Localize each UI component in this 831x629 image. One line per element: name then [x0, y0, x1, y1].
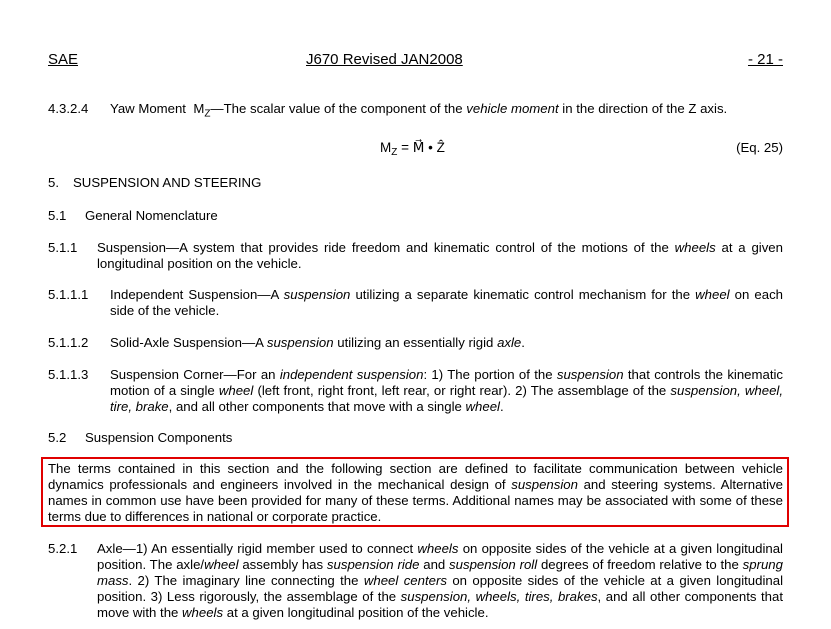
- equation: [380, 140, 445, 158]
- symbol: M: [193, 101, 205, 116]
- definition-italic: sprung mass: [97, 556, 783, 588]
- page-header: [48, 51, 783, 69]
- definition-italic: suspension: [556, 367, 624, 382]
- definition-italic: suspension, wheels, tires, brakes: [400, 588, 598, 604]
- definition-text: : 1) The portion of the: [423, 367, 557, 382]
- definition-italic: wheels: [182, 604, 224, 620]
- definition-text: on opposite sides of the vehicle at a given longitudinal position. The axle/: [97, 541, 783, 572]
- definition-text: . 2) The imaginary line connecting the: [128, 572, 364, 588]
- definition-text: at a given longitudinal position on the vehicle.: [97, 240, 783, 271]
- definition-suspension-corner: [110, 367, 783, 415]
- definition-italic: wheel: [695, 287, 730, 302]
- section-number: 5.2.1: [48, 541, 78, 556]
- definition-text: .: [500, 398, 504, 414]
- definition-italic: wheel centers: [363, 572, 447, 588]
- definition-text: utilizing a separate kinematic control mechanism for the: [350, 287, 696, 302]
- definition-text: and: [419, 556, 450, 572]
- definition-text: .: [521, 335, 525, 350]
- definition-italic: suspension roll: [449, 556, 538, 572]
- definition-text: Independent Suspension—A: [110, 287, 284, 302]
- definition-text: Suspension Corner—For an: [110, 367, 280, 382]
- definition-text: Axle—1) An essentially rigid member used to connect: [97, 541, 418, 556]
- equation-lhs: M: [380, 140, 392, 155]
- equation-lhs-subscript: Z: [391, 147, 398, 158]
- definition-italic: wheels: [674, 240, 716, 255]
- paragraph-italic: suspension: [511, 476, 578, 492]
- header-org: SAE: [48, 51, 79, 68]
- equation-rhs: = M⃗ • Ẑ: [401, 140, 445, 155]
- section-number: 5.1.1.3: [48, 367, 89, 382]
- definition-italic: suspension: [283, 287, 351, 302]
- paragraph-text: The terms contained in this section and the following section are defined to facilitate communication between vehicle dynamics professionals and engineers involved in the mechanical design of: [48, 461, 783, 492]
- definition-text: , and all other components that move with a single: [168, 398, 466, 414]
- definition-text: Suspension—A system that provides ride freedom and kinematic control of the motions of the: [97, 240, 675, 255]
- definition-italic: wheel: [204, 556, 239, 572]
- definition-text: on each side of the vehicle.: [110, 287, 784, 318]
- section-number: 5.1: [48, 208, 67, 223]
- section-number: 5.1.1.2: [48, 335, 89, 350]
- section-number: 5.1.1: [48, 240, 78, 255]
- definition-axle: [97, 541, 783, 621]
- definition-italic: wheel: [465, 398, 500, 414]
- definition-text: Solid-Axle Suspension—A: [110, 335, 267, 350]
- definition-independent-suspension: [110, 287, 783, 319]
- definition-text: that controls the kinematic motion of a single: [110, 367, 784, 398]
- definition-italic: suspension, wheel, tire, brake: [110, 382, 784, 414]
- definition-italic: suspension ride: [326, 556, 420, 572]
- section-number: 5.2: [48, 430, 67, 445]
- section-number: 4.3.2.4: [48, 101, 89, 116]
- definition-text: utilizing an essentially rigid: [333, 335, 498, 350]
- definition-italic: wheel: [218, 382, 254, 398]
- definition-text: —The scalar value of the component of the: [210, 101, 467, 116]
- definition-text: degrees of freedom relative to the: [537, 556, 743, 572]
- definition-yaw-moment: [110, 101, 783, 123]
- definition-italic: suspension: [266, 335, 334, 350]
- symbol-subscript: Z: [204, 108, 211, 120]
- definition-text: on opposite sides of the vehicle at a given longitudinal position. 3) Less rigorously, the assemblage of the: [97, 572, 784, 604]
- definition-italic: wheels: [417, 541, 459, 556]
- definition-solid-axle-suspension: [110, 335, 783, 351]
- section-number: 5.: [48, 175, 59, 190]
- intro-paragraph: [48, 461, 783, 525]
- definition-italic: axle: [497, 335, 522, 350]
- definition-italic: vehicle moment: [466, 101, 559, 116]
- definition-text: , and all other components that move with the: [97, 588, 784, 620]
- definition-text: in the direction of the Z axis.: [558, 101, 728, 116]
- equation-label: (Eq. 25): [736, 140, 783, 155]
- header-page-number: - 21 -: [747, 51, 783, 68]
- definition-text: assembly has: [238, 556, 327, 572]
- definition-text: (left front, right front, left rear, or right rear). 2) The assemblage of the: [253, 382, 671, 398]
- section-title: General Nomenclature: [85, 208, 218, 223]
- definition-suspension: [97, 240, 783, 272]
- definition-text: at a given longitudinal position of the vehicle.: [223, 604, 489, 620]
- section-number: 5.1.1.1: [48, 287, 89, 302]
- definition-italic: independent suspension: [279, 367, 424, 382]
- section-title: Suspension Components: [85, 430, 233, 445]
- header-doc-id: J670 Revised JAN2008: [306, 51, 463, 68]
- paragraph-text: and steering systems. Alternative names in common use have been provided for many of these terms. Additional names may be associated with some of these terms due to differences in national or corporate practice.: [48, 476, 783, 524]
- section-title: SUSPENSION AND STEERING: [73, 175, 262, 190]
- term: Yaw Moment: [110, 101, 186, 116]
